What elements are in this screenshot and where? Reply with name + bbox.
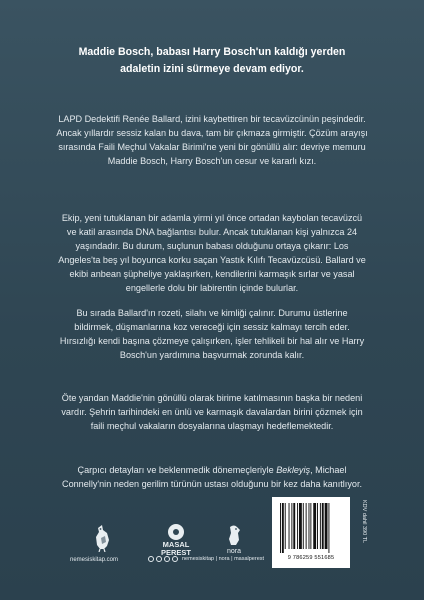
barcode-digits: 9 786259 551685 (287, 555, 335, 561)
barcode-bar (310, 503, 311, 549)
blurb-text: Çarpıcı detayları ve beklenmedik dönemeçleriyle (77, 465, 277, 475)
barcode-bar (306, 503, 307, 549)
publisher-website: nemesiskitap.com (70, 557, 119, 563)
blurb-paragraph-4: Öte yandan Maddie'nin gönüllü olarak birime katılmasının başka bir nedeni vardır. Şehrin tarihindeki en ünlü ve karmaşık davalardan birini çözmek için faili meçhul vakaların dosyalarına ulaşmayı hedeflemektedir. (61, 393, 363, 432)
barcode-bar (289, 503, 290, 549)
masal-logo-text-line1: MASAL (162, 540, 190, 549)
cover-headline: Maddie Bosch, babası Harry Bosch'un kaldığı yerden adaletin izini sürmeye devam ediyor. (78, 46, 346, 75)
nora-logo (222, 524, 246, 554)
instagram-icon (156, 556, 162, 562)
masal-perest-logo (154, 524, 198, 556)
price-code-text: KDV dahil 390 TL (361, 500, 367, 544)
barcode-bar (280, 503, 281, 553)
barcode-bar (325, 503, 328, 549)
book-title-italic: Bekleyiş (276, 465, 311, 475)
blurb-text: , Michael Connelly'nin neden gerilim türünün ustası olduğunu bir kez daha kanıtlıyor. (62, 465, 362, 490)
barcode-bar (293, 503, 295, 549)
facebook-icon (148, 556, 154, 562)
nemesis-logo-icon (92, 524, 114, 552)
barcode-bar (303, 503, 304, 549)
barcode-bar (328, 503, 329, 553)
social-handles-text: nemesiskitap | nora | masalperest (182, 556, 265, 562)
x-icon (164, 556, 170, 562)
barcode-bar (322, 503, 324, 549)
barcode-bar (291, 503, 292, 549)
barcode-bar (285, 503, 286, 549)
nora-logo-text: nora (226, 548, 242, 554)
barcode-bars (279, 503, 343, 553)
barcode-bar (282, 503, 284, 553)
isbn-barcode (272, 497, 350, 568)
blurb-paragraph-5 (56, 463, 368, 491)
barcode-bar (313, 503, 316, 549)
blurb-paragraph-1: LAPD Dedektifi Renée Ballard, izini kaybettiren bir tecavüzcünün peşindedir. Ancak yıllardır sessiz kalan bu dava, tam bir çıkmaza girmiştir. Çözüm arayışı sırasında Faili Meçhul Vakalar Birimi'ne yeni bir gönüllü alır: devriye memuru Maddie Bosch, Harry Bosch'un cesur ve kararlı kızı. (56, 114, 368, 167)
barcode-bar (297, 503, 298, 549)
blurb-paragraph-2: Ekip, yeni tutuklanan bir adamla yirmi yıl önce ortadan kaybolan tecavüzcü ve katil arasında DNA bağlantısı bulur. Ancak tutuklanan kişi yalnızca 24 yaşındadır. Bu durum, suçlunun babası olduğunu ortaya çıkarır: Los Angeles'ta beş yıl boyunca korku saçan Yastık Kılıfı Tecavüzcüsü. Ballard ve ekibi anbean şüpheliye yaklaşırken, kendilerini karmaşık sırlar ve yasal engellerle dolu bir labirentin içinde bulurlar. (58, 213, 366, 294)
barcode-bar (320, 503, 321, 549)
barcode-bar (317, 503, 318, 549)
social-handles (148, 556, 264, 562)
blurb-paragraph-3: Bu sırada Ballard'ın rozeti, silahı ve kimliği çalınır. Durumu üstlerine bildirmek, düşmanlarına koz vereceği için sessiz kalmayı tercih eder. Hırsızlığı kendi başına çözmeye çalışırken, işler tehlikeli bir hal alır ve Harry Bosch'un yardımına başvurmak zorunda kalır. (59, 308, 365, 361)
masal-logo-text-line2: PEREST (160, 548, 192, 556)
price-code (360, 500, 368, 560)
youtube-icon (172, 556, 178, 562)
barcode-bar (309, 503, 310, 549)
barcode-bar (299, 503, 302, 549)
